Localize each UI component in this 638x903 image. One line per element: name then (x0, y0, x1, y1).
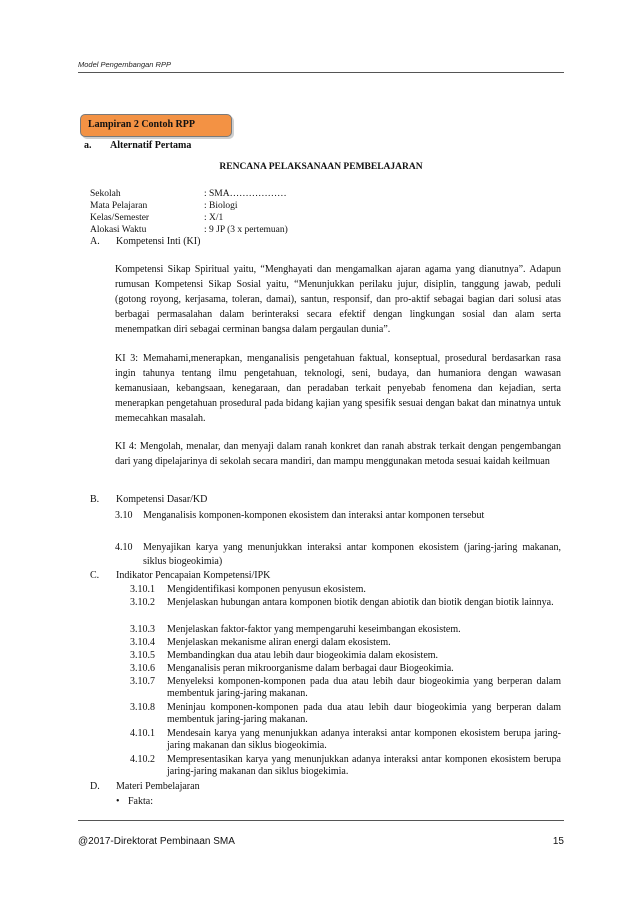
ipk-text: Menjelaskan mekanisme aliran energi dalam ekosistem. (167, 637, 391, 648)
appendix-badge: Lampiran 2 Contoh RPP (80, 114, 232, 137)
ipk-text: Menganalisis peran mikroorganisme dalam berbagai daur Biogeokimia. (167, 663, 454, 674)
ipk-item (130, 584, 561, 596)
section-title: Indikator Pencapaian Kompetensi/IPK (116, 570, 271, 581)
ipk-item (130, 663, 561, 675)
kd-number: 4.10 (115, 542, 133, 553)
section-letter: B. (90, 494, 100, 505)
ipk-text: Meninjau komponen-komponen pada dua atau lebih daur biogeokimia yang berperan dalam membentuk jaring-jaring makanan. (167, 702, 561, 725)
ipk-number: 3.10.7 (130, 676, 155, 687)
ki-attitude-paragraph: Kompetensi Sikap Spiritual yaitu, “Menghayati dan mengamalkan ajaran agama yang dianutnya”. Adapun rumusan Kompetensi Sikap Sosial yaitu, “Menunjukkan perilaku jujur, disiplin, tanggung jawab, peduli (gotong royong, kerjasama, toleran, damai), santun, responsif, dan pro-aktif sebagai bagian dari solusi atas berbagai permasalahan dalam berinteraksi secara efektif dengan lingkungan sosial dan alam serta menempatkan diri sebagai cerminan bangsa dalam pergaulan dunia”. (115, 264, 561, 335)
meta-row-school (90, 189, 287, 201)
meta-key: Alokasi Waktu (90, 225, 147, 235)
kd-number: 3.10 (115, 510, 133, 521)
section-B-heading (90, 494, 207, 506)
meta-row-class (90, 213, 223, 225)
ipk-text: Menyeleksi komponen-komponen pada dua atau lebih daur biogeokimia yang berperan dalam membentuk jaring-jaring makanan. (167, 676, 561, 699)
ipk-item (130, 637, 561, 649)
section-a-letter: a. (84, 140, 92, 151)
ipk-text: Membandingkan dua atau lebih daur biogeokimia dalam ekosistem. (167, 650, 439, 661)
meta-row-time (90, 225, 288, 237)
document-title: RENCANA PELAKSANAAN PEMBELAJARAN (219, 162, 423, 172)
meta-key: Sekolah (90, 189, 121, 199)
ipk-text: Mendesain karya yang menunjukkan adanya interaksi antar komponen ekosistem berupa jaring-jaring makanan dan siklus biogeokimia. (167, 728, 561, 751)
ipk-number: 3.10.2 (130, 597, 155, 608)
meta-key: Mata Pelajaran (90, 201, 148, 211)
header-rule (78, 72, 564, 73)
meta-value: : SMA……………… (204, 189, 287, 199)
meta-value: : 9 JP (3 x pertemuan) (204, 225, 288, 235)
footer-copyright: @2017-Direktorat Pembinaan SMA (78, 836, 235, 847)
ipk-number: 3.10.8 (130, 702, 155, 713)
running-header: Model Pengembangan RPP (78, 60, 171, 69)
materi-bullet (116, 796, 153, 807)
kd-item (115, 509, 561, 523)
ipk-item (130, 702, 561, 726)
ipk-number: 4.10.1 (130, 728, 155, 739)
section-title: Materi Pembelajaran (116, 781, 200, 792)
ipk-text: Mengidentifikasi komponen penyusun ekosistem. (167, 584, 366, 595)
ipk-number: 3.10.5 (130, 650, 155, 661)
ipk-item (130, 624, 561, 636)
ipk-text: Mempresentasikan karya yang menunjukkan adanya interaksi antar komponen ekosistem berupa jaring-jaring makanan dan siklus biogekimia. (167, 754, 561, 777)
ipk-item (130, 650, 561, 662)
section-C-heading (90, 570, 270, 582)
kd-text: Menganalisis komponen-komponen ekosistem dan interaksi antar komponen tersebut (143, 510, 485, 521)
ipk-item (130, 676, 561, 700)
ipk-item (130, 728, 561, 752)
ipk-number: 3.10.3 (130, 624, 155, 635)
section-a-heading (84, 140, 191, 151)
meta-value: : X/1 (204, 213, 224, 223)
section-letter: A. (90, 236, 100, 247)
ipk-text: Menjelaskan hubungan antara komponen biotik dengan abiotik dan biotik dengan biotik lainnya. (167, 597, 554, 608)
footer-rule (78, 820, 564, 821)
section-letter: C. (90, 570, 100, 581)
section-a-title: Alternatif Pertama (110, 140, 192, 151)
ipk-number: 3.10.4 (130, 637, 155, 648)
meta-key: Kelas/Semester (90, 213, 150, 223)
ipk-number: 3.10.6 (130, 663, 155, 674)
bullet-icon: • (116, 796, 120, 807)
bullet-text: Fakta: (128, 796, 153, 807)
ipk-item (130, 754, 561, 778)
ipk-number: 3.10.1 (130, 584, 155, 595)
kd-item (115, 541, 561, 568)
meta-value: : Biologi (204, 201, 238, 211)
page-number: 15 (552, 836, 564, 847)
ki3-paragraph: KI 3: Memahami,menerapkan, menganalisis pengetahuan faktual, konseptual, prosedural berdasarkan rasa ingin tahunya tentang ilmu pengetahuan, teknologi, seni, budaya, dan humaniora dengan wawasan kemanusiaan, kebangsaan, kenegaraan, dan peradaban terkait penyebab fenomena dan kejadian, serta menerapkan pengetahuan prosedural pada bidang kajian yang spesifik sesuai dengan bakat dan minatnya untuk memecahkan masalah. (115, 353, 561, 424)
section-D-heading (90, 781, 200, 793)
ipk-item (130, 597, 561, 609)
kd-text: Menyajikan karya yang menunjukkan interaksi antar komponen ekosistem (jaring-jaring makanan, siklus biogeokimia) (143, 542, 561, 567)
section-letter: D. (90, 781, 100, 792)
section-A-heading (90, 236, 200, 248)
meta-row-subject (90, 201, 238, 213)
ki4-paragraph: KI 4: Mengolah, menalar, dan menyaji dalam ranah konkret dan ranah abstrak terkait dengan pengembangan dari yang dipelajarinya di sekolah secara mandiri, dan mampu menggunakan metoda sesuai kaidah keilmuan (115, 441, 561, 467)
section-title: Kompetensi Inti (KI) (116, 236, 201, 247)
ipk-text: Menjelaskan faktor-faktor yang mempengaruhi keseimbangan ekosistem. (167, 624, 461, 635)
section-title: Kompetensi Dasar/KD (116, 494, 208, 505)
ipk-number: 4.10.2 (130, 754, 155, 765)
